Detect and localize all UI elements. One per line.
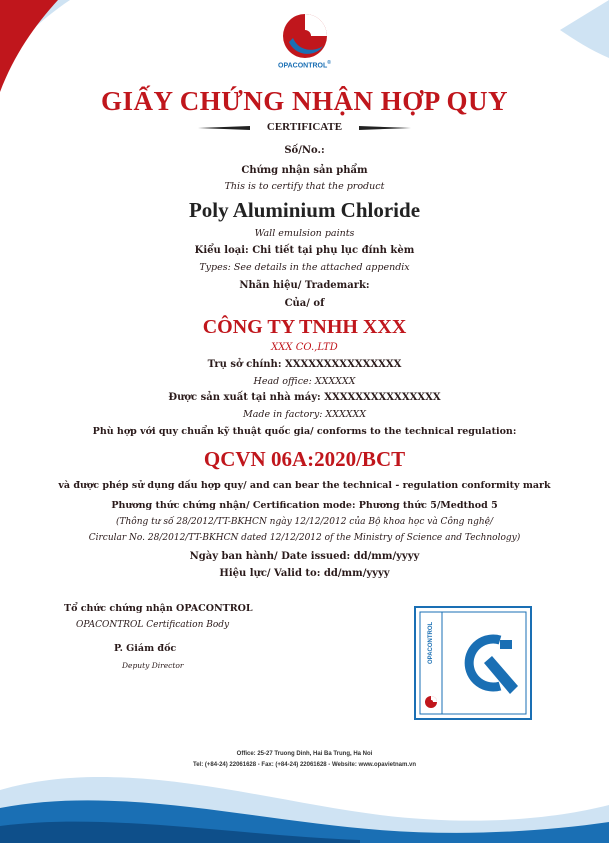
factory-en: Made in factory: XXXXXX	[242, 409, 367, 420]
product-name: Poly Aluminium Chloride	[188, 198, 421, 222]
signatory-title-en: Deputy Director	[122, 661, 184, 670]
circular-en: Circular No. 28/2012/TT-BKHCN dated 12/12/2012 of the Ministry of Science and Technology)	[88, 533, 521, 543]
top-right-light-wave	[560, 0, 609, 58]
certificate-number: Số/No.:	[284, 145, 325, 156]
opacontrol-logo-icon	[281, 12, 329, 60]
regulation-standard: QCVN 06A:2020/BCT	[203, 447, 406, 471]
conformity-mark-stamp	[414, 606, 532, 720]
trademark: Nhãn hiệu/ Trademark:	[239, 280, 370, 291]
conforms-statement: Phù hợp với quy chuẩn kỹ thuật quốc gia/ conforms to the technical regulation:	[92, 426, 517, 437]
mark-permission: và được phép sử dụng dấu hợp quy/ and can bear the technical - regulation conformity mark	[58, 480, 551, 491]
certification-mode: Phương thức chứng nhận/ Certification mode: Phương thức 5/Medthod 5	[111, 500, 498, 511]
of-label: Của/ of	[284, 298, 325, 309]
circular-vi: (Thông tư số 28/2012/TT-BKHCN ngày 12/12/2012 của Bộ khoa học và Công nghệ/	[115, 517, 493, 527]
stamp-brand-text: OPACONTROL	[428, 621, 434, 664]
head-office-vi: Trụ sở chính: XXXXXXXXXXXXXXX	[207, 359, 402, 370]
type-en: Types: See details in the attached appendix	[199, 262, 410, 273]
footer-contact: Tel: (+84-24) 22061628 - Fax: (+84-24) 22061628 - Website: www.opavietnam.vn	[193, 762, 416, 768]
footer-office: Office: 25-27 Truong Dinh, Hai Ba Trung, Ha Noi	[236, 751, 373, 757]
company-name: CÔNG TY TNHH XXX	[202, 316, 407, 338]
signatory-org: Tổ chức chứng nhận OPACONTROL	[64, 603, 253, 614]
signatory-title: P. Giám đốc	[114, 643, 177, 654]
brand-name: OPACONTROL®	[278, 60, 331, 70]
certify-en: This is to certify that the product	[224, 181, 385, 192]
type-vi: Kiểu loại: Chi tiết tại phụ lục đính kèm	[194, 245, 415, 256]
product-description: Wall emulsion paints	[254, 228, 355, 239]
factory-vi: Được sản xuất tại nhà máy: XXXXXXXXXXXXXXX	[168, 392, 441, 403]
signatory-org-en: OPACONTROL Certification Body	[76, 620, 230, 630]
certificate-subtitle: CERTIFICATE	[266, 121, 343, 133]
certificate-title: GIẤY CHỨNG NHẬN HỢP QUY	[101, 86, 508, 116]
head-office-en: Head office: XXXXXX	[253, 376, 356, 387]
certify-vi: Chứng nhận sản phẩm	[241, 165, 368, 176]
date-issued: Ngày ban hành/ Date issued: dd/mm/yyyy	[189, 551, 420, 562]
company-name-en: XXX CO.,LTD	[271, 342, 338, 353]
valid-to: Hiệu lực/ Valid to: dd/mm/yyyy	[219, 568, 390, 579]
